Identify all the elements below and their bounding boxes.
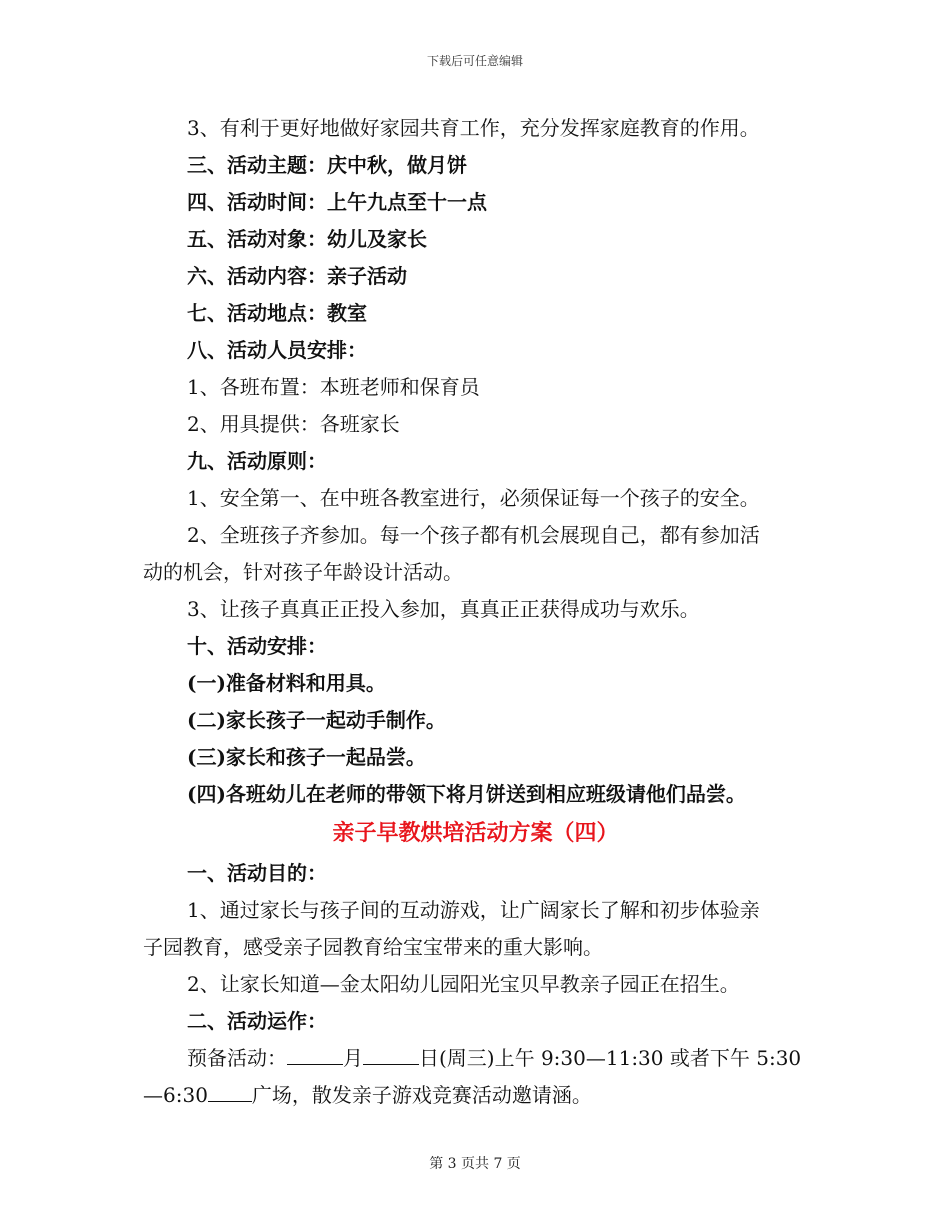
section-heading: 九、活动原则： xyxy=(187,449,327,473)
paragraph-line: 子园教育，感受亲子园教育给宝宝带来的重大影响。 xyxy=(143,935,603,959)
document-title: 亲子早教烘培活动方案（四） xyxy=(332,820,619,846)
page-header: 下载后可任意编辑 xyxy=(426,54,523,68)
paragraph-line xyxy=(143,1077,808,1114)
paragraph-line: 2、全班孩子齐参加。每一个孩子都有机会展现自己，都有参加活 xyxy=(187,523,760,547)
blank-underline xyxy=(287,1044,343,1065)
paragraph-line: 1、安全第一、在中班各教室进行，必须保证每一个孩子的安全。 xyxy=(187,486,760,510)
text-span: 广场，散发亲子游戏竞赛活动邀请涵。 xyxy=(251,1083,592,1107)
section-heading: 四、活动时间：上午九点至十一点 xyxy=(187,190,487,214)
list-item: (三)家长和孩子一起品尝。 xyxy=(187,745,426,769)
section-heading: 八、活动人员安排： xyxy=(187,338,367,362)
paragraph-line: 动的机会，针对孩子年龄设计活动。 xyxy=(143,560,463,584)
section-heading: 三、活动主题：庆中秋，做月饼 xyxy=(187,153,467,177)
blank-underline xyxy=(208,1081,252,1102)
list-item: (四)各班幼儿在老师的带领下将月饼送到相应班级请他们品尝。 xyxy=(187,782,746,806)
paragraph-line: 2、让家长知道—金太阳幼儿园阳光宝贝早教亲子园正在招生。 xyxy=(187,972,740,996)
section-heading: 一、活动目的： xyxy=(187,861,327,885)
document-body xyxy=(143,110,808,1114)
blank-underline xyxy=(363,1044,419,1065)
section-heading: 六、活动内容：亲子活动 xyxy=(187,264,407,288)
section-heading: 二、活动运作： xyxy=(187,1009,327,1033)
text-span: 预备活动： xyxy=(187,1046,287,1070)
paragraph-line: 1、通过家长与孩子间的互动游戏，让广阔家长了解和初步体验亲 xyxy=(187,898,760,922)
text-span: 日(周三)上午 9:30—11:30 或者下午 5:30 xyxy=(419,1046,802,1070)
paragraph-line: 3、有利于更好地做好家园共育工作，充分发挥家庭教育的作用。 xyxy=(187,116,760,140)
paragraph-line xyxy=(143,1040,808,1077)
list-item: (一)准备材料和用具。 xyxy=(187,671,386,695)
section-heading: 十、活动安排： xyxy=(187,634,327,658)
paragraph-line: 1、各班布置：本班老师和保育员 xyxy=(187,375,480,399)
text-span: 月 xyxy=(343,1046,363,1070)
section-heading: 五、活动对象：幼儿及家长 xyxy=(187,227,427,251)
paragraph-line: 3、让孩子真真正正投入参加，真真正正获得成功与欢乐。 xyxy=(187,597,700,621)
section-heading: 七、活动地点：教室 xyxy=(187,301,367,325)
page-footer: 第 3 页共 7 页 xyxy=(429,1156,521,1172)
list-item: (二)家长孩子一起动手制作。 xyxy=(187,708,446,732)
paragraph-line: 2、用具提供：各班家长 xyxy=(187,412,400,436)
text-span: —6:30 xyxy=(143,1083,208,1107)
